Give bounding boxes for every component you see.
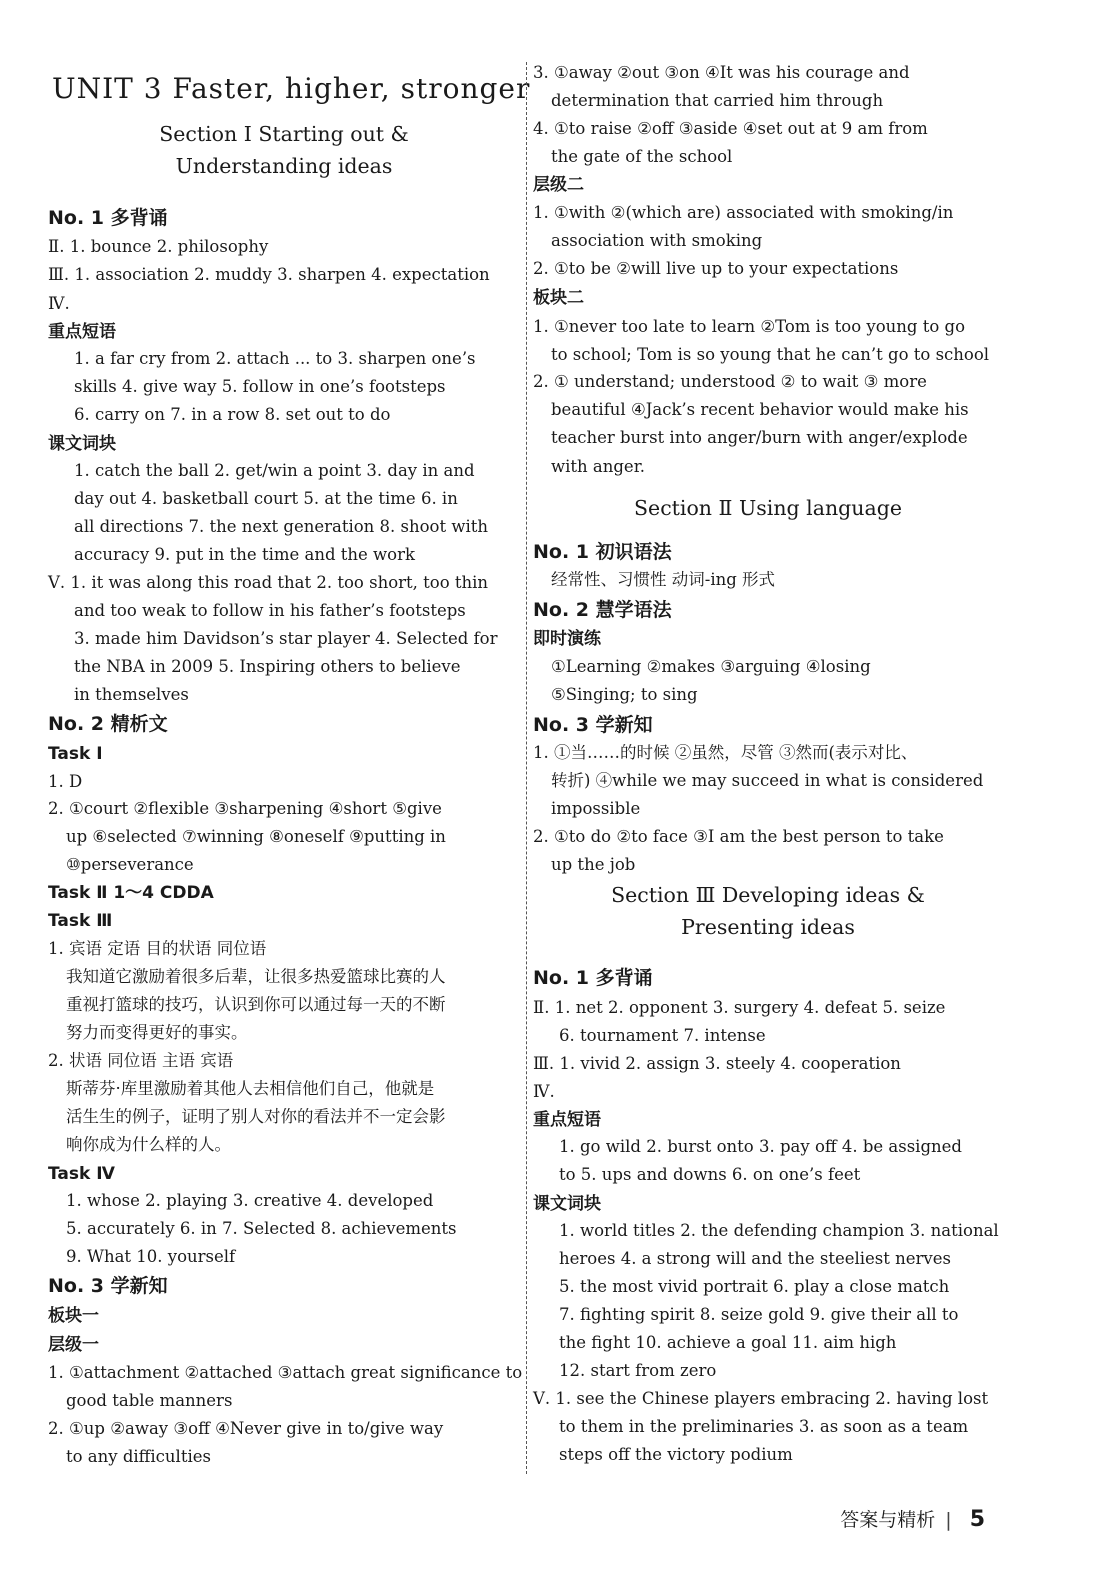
subheading: 即时演练 — [533, 629, 601, 649]
text-line: 1. ①with ②(which are) associated with smoking/in — [533, 203, 954, 222]
text-line: with anger. — [551, 457, 646, 476]
text-line: determination that carried him through — [551, 91, 884, 110]
text-line: Ⅳ. — [533, 1082, 555, 1101]
text-line: accuracy 9. put in the time and the work — [74, 545, 415, 564]
text-line: 1. whose 2. playing 3. creative 4. developed — [66, 1191, 434, 1210]
page-footer — [840, 1505, 985, 1532]
text-line: 9. What 10. yourself — [66, 1247, 236, 1266]
text-line: up ⑥selected ⑦winning ⑧oneself ⑨putting in — [66, 827, 446, 846]
task-heading: Task Ⅲ — [48, 911, 113, 931]
section-1-title-line1: Section Ⅰ Starting out & — [159, 122, 409, 146]
text-line: 活生生的例子，证明了别人对你的看法并不一定会影 — [66, 1107, 446, 1126]
text-line: to school; Tom is so young that he can’t go to school — [551, 345, 990, 364]
text-line: 重视打篮球的技巧，认识到你可以通过每一天的不断 — [66, 995, 446, 1014]
text-line: impossible — [551, 799, 641, 818]
text-line: 6. tournament 7. intense — [559, 1026, 766, 1045]
text-line: and too weak to follow in his father’s footsteps — [74, 601, 466, 620]
text-line: 6. carry on 7. in a row 8. set out to do — [74, 405, 391, 424]
text-line: Ⅱ. 1. net 2. opponent 3. surgery 4. defeat 5. seize — [533, 998, 946, 1017]
text-line: 我知道它激励着很多后辈，让很多热爱篮球比赛的人 — [66, 967, 446, 986]
text-line: 2. ①up ②away ③off ④Never give in to/give way — [48, 1419, 444, 1438]
text-line: 1. ①attachment ②attached ③attach great significance to — [48, 1363, 523, 1382]
subheading: 重点短语 — [48, 322, 116, 342]
text-line: 1. catch the ball 2. get/win a point 3. day in and — [74, 461, 475, 480]
text-line: the fight 10. achieve a goal 11. aim high — [559, 1333, 897, 1352]
heading-no1-grammar: No. 1 初识语法 — [533, 541, 672, 563]
text-line: all directions 7. the next generation 8. shoot with — [74, 517, 489, 536]
text-line: Ⅴ. 1. see the Chinese players embracing 2. having lost — [533, 1389, 989, 1408]
section-3-title-line1: Section Ⅲ Developing ideas & — [611, 883, 925, 907]
text-line: in themselves — [74, 685, 189, 704]
text-line: 2. ①to be ②will live up to your expectations — [533, 259, 899, 278]
text-line: to any difficulties — [66, 1447, 211, 1466]
task-heading: Task Ⅳ — [48, 1164, 115, 1184]
text-line: Ⅴ. 1. it was along this road that 2. too short, too thin — [48, 573, 489, 592]
subheading: 层级一 — [48, 1335, 99, 1355]
section-1-title-line2: Understanding ideas — [175, 154, 393, 178]
subheading: 课文词块 — [533, 1194, 601, 1214]
text-line: up the job — [551, 855, 636, 874]
text-line: the NBA in 2009 5. Inspiring others to believe — [74, 657, 461, 676]
text-line: to them in the preliminaries 3. as soon as a team — [559, 1417, 969, 1436]
subheading: 重点短语 — [533, 1110, 601, 1130]
text-line: 1. D — [48, 772, 83, 791]
text-line: 2. 状语 同位语 主语 宾语 — [48, 1051, 234, 1070]
column-divider — [526, 62, 527, 1474]
text-line: 经常性、习惯性 动词-ing 形式 — [551, 570, 776, 589]
text-line: 3. made him Davidson’s star player 4. Selected for — [74, 629, 498, 648]
text-line: Ⅱ. 1. bounce 2. philosophy — [48, 237, 269, 256]
heading-no2-grammar: No. 2 慧学语法 — [533, 599, 672, 621]
heading-no3: No. 3 学新知 — [48, 1275, 168, 1297]
footer-separator: | — [945, 1509, 952, 1531]
text-line: teacher burst into anger/burn with anger/explode — [551, 428, 968, 447]
heading-no2: No. 2 精析文 — [48, 713, 168, 735]
text-line: 1. ①never too late to learn ②Tom is too young to go — [533, 317, 966, 336]
text-line: the gate of the school — [551, 147, 733, 166]
text-line: 1. world titles 2. the defending champion 3. national — [559, 1221, 999, 1240]
text-line: 3. ①away ②out ③on ④It was his courage and — [533, 63, 910, 82]
text-line: 2. ①court ②flexible ③sharpening ④short ⑤give — [48, 799, 442, 818]
text-line: 1. ①当……的时候 ②虽然，尽管 ③然而(表示对比、 — [533, 743, 918, 762]
task-heading: Task Ⅱ 1～4 CDDA — [48, 883, 214, 903]
text-line: good table manners — [66, 1391, 233, 1410]
footer-label: 答案与精析 — [840, 1509, 936, 1531]
text-line: ⑤Singing; to sing — [551, 685, 698, 704]
heading-no1-recite: No. 1 多背诵 — [533, 967, 653, 989]
text-line: 2. ①to do ②to face ③I am the best person to take — [533, 827, 944, 846]
heading-no3-new: No. 3 学新知 — [533, 714, 653, 736]
text-line: 12. start from zero — [559, 1361, 717, 1380]
text-line: 1. go wild 2. burst onto 3. pay off 4. be assigned — [559, 1137, 962, 1156]
text-line: 2. ① understand; understood ② to wait ③ more — [533, 372, 927, 391]
section-3-title-line2: Presenting ideas — [681, 915, 855, 939]
task-heading: Task Ⅰ — [48, 744, 103, 764]
subheading: 板块二 — [533, 288, 584, 308]
text-line: 斯蒂芬·库里激励着其他人去相信他们自己，他就是 — [66, 1079, 435, 1098]
subheading: 层级二 — [533, 175, 584, 195]
text-line: 响你成为什么样的人。 — [66, 1135, 231, 1154]
text-line: Ⅲ. 1. vivid 2. assign 3. steely 4. cooperation — [533, 1054, 901, 1073]
subheading: 板块一 — [48, 1306, 99, 1326]
text-line: 1. a far cry from 2. attach ... to 3. sharpen one’s — [74, 349, 476, 368]
unit-title: UNIT 3 Faster, higher, stronger — [52, 72, 531, 105]
page-number: 5 — [969, 1507, 985, 1532]
text-line: to 5. ups and downs 6. on one’s feet — [559, 1165, 861, 1184]
text-line: 5. accurately 6. in 7. Selected 8. achievements — [66, 1219, 457, 1238]
text-line: Ⅳ. — [48, 294, 70, 313]
text-line: 4. ①to raise ②off ③aside ④set out at 9 am from — [533, 119, 928, 138]
text-line: ①Learning ②makes ③arguing ④losing — [551, 657, 871, 676]
text-line: 7. fighting spirit 8. seize gold 9. give their all to — [559, 1305, 959, 1324]
text-line: 努力而变得更好的事实。 — [66, 1023, 248, 1042]
text-line: ⑩perseverance — [66, 855, 194, 874]
text-line: day out 4. basketball court 5. at the time 6. in — [74, 489, 458, 508]
text-line: association with smoking — [551, 231, 763, 250]
text-line: beautiful ④Jack’s recent behavior would make his — [551, 400, 969, 419]
section-2-title: Section Ⅱ Using language — [634, 496, 902, 520]
subheading: 课文词块 — [48, 434, 116, 454]
text-line: steps off the victory podium — [559, 1445, 793, 1464]
heading-no1: No. 1 多背诵 — [48, 207, 168, 229]
text-line: Ⅲ. 1. association 2. muddy 3. sharpen 4. expectation — [48, 265, 490, 284]
text-line: skills 4. give way 5. follow in one’s footsteps — [74, 377, 446, 396]
text-line: heroes 4. a strong will and the steeliest nerves — [559, 1249, 951, 1268]
text-line: 1. 宾语 定语 目的状语 同位语 — [48, 939, 267, 958]
text-line: 5. the most vivid portrait 6. play a close match — [559, 1277, 950, 1296]
text-line: 转折) ④while we may succeed in what is considered — [551, 771, 984, 790]
